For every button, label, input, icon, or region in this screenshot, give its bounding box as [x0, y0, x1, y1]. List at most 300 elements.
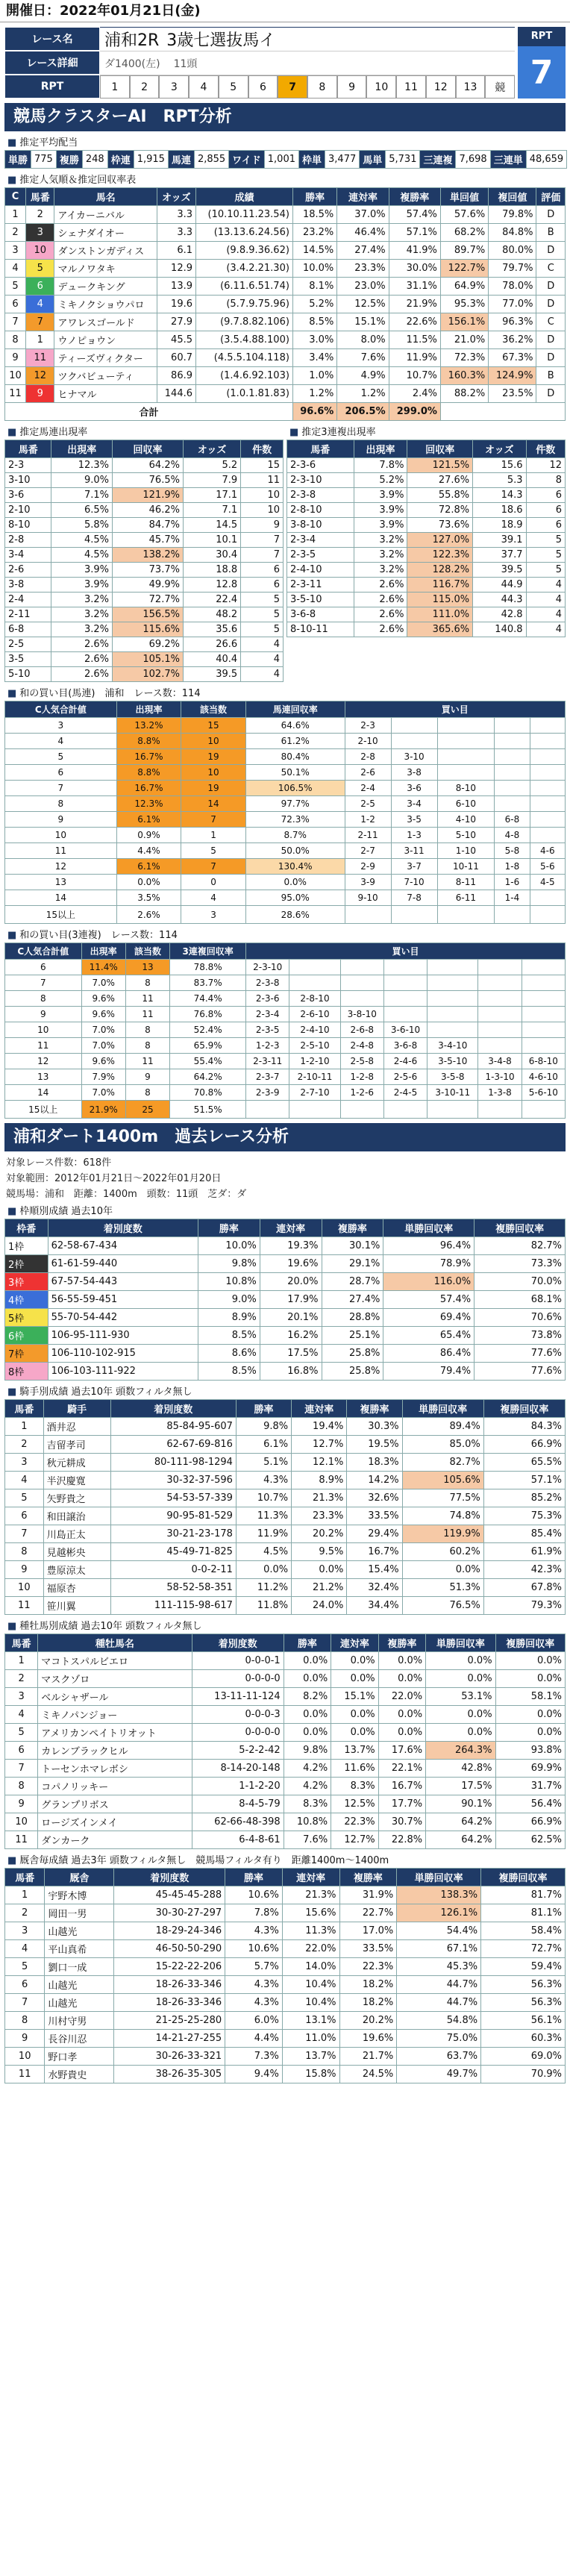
popularity-total-row	[5, 403, 566, 421]
sire-cell: 1-1-2-20	[192, 1778, 284, 1795]
pay-umaren-row	[5, 906, 566, 924]
jockey-cell: 豊原涼太	[43, 1561, 110, 1579]
trainer-cell: 18.2%	[339, 1994, 397, 2012]
pay-umaren-sum: 8	[5, 796, 117, 812]
trainer-cell: 30-26-33-321	[114, 2048, 225, 2066]
jockey-cell: 119.9%	[402, 1525, 483, 1543]
umaren-cell: 4.5%	[51, 533, 113, 548]
umaren-cell: 4	[241, 637, 284, 652]
sire-cell: ミキノパンジョー	[38, 1706, 192, 1724]
sanrenpuku-row	[287, 563, 566, 578]
pay-umaren-return: 50.0%	[245, 843, 345, 859]
pay-sanren-buy: 2-5-8	[340, 1054, 383, 1069]
sanrenpuku-header: オッズ	[473, 440, 526, 458]
pop-place: 11.5%	[389, 331, 440, 349]
umaren-cell: 76.5%	[113, 473, 184, 488]
ai-analysis-banner: 競馬クラスターAI RPT分析	[4, 103, 566, 131]
jockey-cell: 8	[5, 1543, 44, 1561]
pop-odds: 3.3	[157, 224, 195, 242]
pay-umaren-buy: 7-10	[391, 875, 437, 890]
pay-umaren-rate: 6.1%	[116, 859, 181, 875]
sanrenpuku-cell: 2.6%	[354, 593, 407, 607]
trainer-title: ■ 厩舎毎成績 過去3年 頭数フィルタ無し 競馬場フィルタ有り 距離1400m～1400m	[4, 1852, 566, 1866]
pay-umaren-buy	[530, 734, 565, 749]
jockey-row	[5, 1507, 566, 1525]
trainer-cell: 宇野木博	[45, 1886, 114, 1904]
sire-cell: ダンカーク	[38, 1831, 192, 1849]
sire-cell: 0.0%	[495, 1670, 565, 1688]
popularity-row	[5, 296, 566, 313]
trainer-cell: 138.3%	[397, 1886, 481, 1904]
trainer-header: 単勝回収率	[397, 1869, 481, 1886]
pay-umaren-count: 3	[181, 906, 246, 924]
trainer-cell: 川村守男	[45, 2012, 114, 2030]
pay-sanren-buy: 1-3-8	[478, 1085, 522, 1101]
trainer-cell: 野口孝	[45, 2048, 114, 2066]
pay-umaren-buy: 5-8	[495, 843, 530, 859]
sire-cell: 93.8%	[495, 1742, 565, 1760]
sire-cell: ロージズインメイ	[38, 1813, 192, 1831]
pay-umaren-row	[5, 875, 566, 890]
sire-header: 単勝回収率	[426, 1634, 495, 1652]
waku-header: 着別度数	[48, 1219, 198, 1237]
race-header-body	[100, 27, 515, 99]
jockey-row	[5, 1597, 566, 1615]
trainer-cell: 18-26-33-346	[114, 1976, 225, 1994]
pay-sanren-row	[5, 991, 566, 1007]
payout-label: 馬連	[168, 151, 194, 169]
pay-umaren-buy: 3-7	[391, 859, 437, 875]
label-rpt: RPT	[4, 75, 100, 99]
jockey-cell: 福原杏	[43, 1579, 110, 1597]
waku-cell: 9.0%	[198, 1291, 260, 1309]
payout-value: 1,915	[134, 151, 168, 169]
umaren-header: オッズ	[183, 440, 240, 458]
popularity-row	[5, 331, 566, 349]
pay-umaren-buy: 3-4	[391, 796, 437, 812]
pay-sanren-return: 70.8%	[170, 1085, 246, 1101]
pop-rank: 1	[5, 206, 26, 224]
sanrenpuku-row	[287, 593, 566, 607]
jockey-cell: 24.0%	[292, 1597, 347, 1615]
pay-umaren-buy: 3-6	[391, 781, 437, 796]
pay-sanren-buy: 2-5-10	[289, 1038, 340, 1054]
popularity-header: 評価	[536, 188, 566, 206]
sanrenpuku-cell: 127.0%	[407, 533, 473, 548]
payout-label: 枠単	[299, 151, 325, 169]
pay-umaren-buy: 2-6	[345, 765, 391, 781]
jockey-cell: 4	[5, 1472, 44, 1489]
waku-cell: 82.7%	[475, 1237, 566, 1255]
umaren-cell: 15	[241, 458, 284, 473]
pop-rentai: 4.9%	[337, 367, 389, 385]
jockey-cell: 0-0-2-11	[110, 1561, 236, 1579]
pay-umaren-sum: 4	[5, 734, 117, 749]
trainer-row	[5, 1904, 566, 1922]
race-header	[4, 27, 566, 99]
sire-cell: 9.8%	[284, 1742, 331, 1760]
sanrenpuku-header: 馬番	[287, 440, 354, 458]
umaren-row	[5, 503, 284, 518]
pay-umaren-buy	[530, 749, 565, 765]
jockey-cell: 16.7%	[347, 1543, 402, 1561]
jockey-cell: 33.5%	[347, 1507, 402, 1525]
sire-cell: 6	[5, 1742, 38, 1760]
umaren-cell: 121.9%	[113, 488, 184, 503]
sanrenpuku-cell: 3.2%	[354, 548, 407, 563]
pay-sanren-buy	[478, 1101, 522, 1119]
jockey-row	[5, 1525, 566, 1543]
pop-record: (9.7.8.82.106)	[196, 313, 293, 331]
pay-sanren-buy	[289, 960, 340, 975]
past-info-range: 対象範囲：2012年01月21日～2022年01月20日	[6, 1173, 222, 1184]
sanrenpuku-cell: 12	[526, 458, 565, 473]
waku-cell: 56-55-59-451	[48, 1291, 198, 1309]
umaren-cell: 7	[241, 533, 284, 548]
pop-eval: B	[536, 224, 566, 242]
pay-sanren-row	[5, 1054, 566, 1069]
pop-win-return: 160.3%	[440, 367, 488, 385]
pay-umaren-buy	[530, 812, 565, 828]
trainer-cell: 75.0%	[397, 2030, 481, 2048]
pay-umaren-buy: 4-8	[495, 828, 530, 843]
sire-row	[5, 1652, 566, 1670]
pop-rank: 5	[5, 278, 26, 296]
umaren-cell: 3.2%	[51, 607, 113, 622]
pop-win-return: 68.2%	[440, 224, 488, 242]
pop-eval: D	[536, 385, 566, 403]
payout-label: ワイド	[229, 151, 265, 169]
pay-sanren-row	[5, 975, 566, 991]
sire-cell: 17.6%	[378, 1742, 425, 1760]
waku-row	[5, 1291, 566, 1309]
popularity-row	[5, 242, 566, 260]
pay-umaren-sum: 12	[5, 859, 117, 875]
jockey-cell: 74.8%	[402, 1507, 483, 1525]
waku-cell: 2枠	[5, 1255, 48, 1273]
pay-sanren-buy: 1-2-6	[340, 1085, 383, 1101]
sire-cell: 9	[5, 1795, 38, 1813]
pay-umaren-buy	[437, 718, 495, 734]
popularity-header: 成績	[196, 188, 293, 206]
umaren-cell: 10	[241, 503, 284, 518]
jockey-cell: 30.3%	[347, 1418, 402, 1436]
pay-umaren-count: 15	[181, 718, 246, 734]
pay-sanren-buy	[383, 1007, 427, 1022]
pay-sanren-count: 8	[125, 975, 169, 991]
umaren-cell: 6	[241, 563, 284, 578]
pop-place: 2.4%	[389, 385, 440, 403]
umaren-cell: 18.8	[183, 563, 240, 578]
sanrenpuku-row	[287, 548, 566, 563]
pay-umaren-buy	[437, 765, 495, 781]
sire-cell: 3	[5, 1688, 38, 1706]
sanrenpuku-cell: 111.0%	[407, 607, 473, 622]
pay-umaren-row	[5, 890, 566, 906]
jockey-cell: 見越彬央	[43, 1543, 110, 1561]
pop-horse-name: ウノピョウン	[54, 331, 157, 349]
sire-cell: 0.0%	[426, 1724, 495, 1742]
pay-sanren-return: 51.5%	[170, 1101, 246, 1119]
pop-eval: D	[536, 278, 566, 296]
umaren-cell: 64.2%	[113, 458, 184, 473]
trainer-cell: 14.0%	[282, 1958, 339, 1976]
umaren-row	[5, 667, 284, 682]
trainer-header: 厩舎	[45, 1869, 114, 1886]
sire-cell: 0.0%	[426, 1706, 495, 1724]
waku-cell: 116.0%	[383, 1273, 475, 1291]
jockey-cell: 酒井忍	[43, 1418, 110, 1436]
sanrenpuku-row	[287, 458, 566, 473]
sanrenpuku-cell: 2-3-5	[287, 548, 354, 563]
pay-sanren-row	[5, 1022, 566, 1038]
jockey-cell: 85.4%	[483, 1525, 565, 1543]
pay-umaren-buy	[495, 749, 530, 765]
umaren-cell: 6.5%	[51, 503, 113, 518]
pop-win: 3.0%	[292, 331, 336, 349]
trainer-cell: 69.0%	[481, 2048, 566, 2066]
pay-umaren-buy: 5-10	[437, 828, 495, 843]
umaren-row	[5, 473, 284, 488]
trainer-cell: 49.7%	[397, 2066, 481, 2083]
popularity-row	[5, 278, 566, 296]
waku-cell: 16.2%	[260, 1327, 322, 1345]
sire-cell: コパノリッキー	[38, 1778, 192, 1795]
rpt-scale-cell: 競	[485, 75, 515, 99]
jockey-header: 着別度数	[110, 1400, 236, 1418]
pay-sanren-sum: 12	[5, 1054, 82, 1069]
pay-umaren-buy	[437, 749, 495, 765]
jockey-cell: 85.0%	[402, 1436, 483, 1454]
sanrenpuku-cell: 2-4-10	[287, 563, 354, 578]
pop-record: (5.7.9.75.96)	[196, 296, 293, 313]
umaren-cell: 3.9%	[51, 563, 113, 578]
pay-umaren-buy: 4-5	[530, 875, 565, 890]
jockey-row	[5, 1454, 566, 1472]
sire-cell: 62-66-48-398	[192, 1813, 284, 1831]
sanrenpuku-row	[287, 473, 566, 488]
pop-rank: 3	[5, 242, 26, 260]
umaren-cell: 73.7%	[113, 563, 184, 578]
jockey-header: 馬番	[5, 1400, 44, 1418]
popularity-row	[5, 385, 566, 403]
pop-record: (10.10.11.23.54)	[196, 206, 293, 224]
jockey-cell: 5.1%	[236, 1454, 291, 1472]
pay-umaren-sum: 14	[5, 890, 117, 906]
pay-umaren-return: 130.4%	[245, 859, 345, 875]
pay-umaren-buy: 2-4	[345, 781, 391, 796]
pay-sanren-sum: 15以上	[5, 1101, 82, 1119]
pop-horse-no: 5	[26, 260, 54, 278]
popularity-row	[5, 367, 566, 385]
pay-umaren-return: 28.6%	[245, 906, 345, 924]
umaren-cell: 4.5%	[51, 548, 113, 563]
jockey-cell: 2	[5, 1436, 44, 1454]
umaren-cell: 3.2%	[51, 622, 113, 637]
sire-cell: 4	[5, 1706, 38, 1724]
trainer-cell: 山越光	[45, 1922, 114, 1940]
sire-cell: 17.7%	[378, 1795, 425, 1813]
pay-umaren-buy: 10-11	[437, 859, 495, 875]
rpt-scale-cell: 5	[219, 75, 248, 99]
pay-sanren-header: 出現率	[81, 943, 125, 960]
waku-cell: 25.8%	[322, 1345, 383, 1363]
sire-header: 着別度数	[192, 1634, 284, 1652]
trainer-row	[5, 1886, 566, 1904]
trainer-row	[5, 1958, 566, 1976]
pay-sanren-return: 52.4%	[170, 1022, 246, 1038]
pay-umaren-row	[5, 765, 566, 781]
trainer-cell: 長谷川忍	[45, 2030, 114, 2048]
jockey-cell: 20.2%	[292, 1525, 347, 1543]
pay-sanren-buy: 2-3-9	[246, 1085, 289, 1101]
pop-eval: B	[536, 367, 566, 385]
payout-label: 馬単	[360, 151, 386, 169]
jockey-header: 複勝率	[347, 1400, 402, 1418]
trainer-cell: 46-50-50-290	[114, 1940, 225, 1958]
sire-cell: マスクゾロ	[38, 1670, 192, 1688]
jockey-title: ■ 騎手別成績 過去10年 頭数フィルタ無し	[4, 1384, 566, 1398]
trainer-cell: 4.4%	[225, 2030, 283, 2048]
pay-umaren-sum: 10	[5, 828, 117, 843]
pop-eval: D	[536, 349, 566, 367]
pop-win: 1.0%	[292, 367, 336, 385]
pay-umaren-count: 10	[181, 765, 246, 781]
pop-rank: 10	[5, 367, 26, 385]
sanrenpuku-header: 回収率	[407, 440, 473, 458]
pay-sanren-count: 8	[125, 1022, 169, 1038]
sire-cell: 8	[5, 1778, 38, 1795]
pay-umaren-buy: 3-9	[345, 875, 391, 890]
pay-umaren-buy	[495, 796, 530, 812]
umaren-cell: 3-4	[5, 548, 51, 563]
pay-sanren-row	[5, 1101, 566, 1119]
trainer-cell: 21-25-25-280	[114, 2012, 225, 2030]
umaren-row	[5, 488, 284, 503]
trainer-cell: 8	[5, 2012, 45, 2030]
sire-row	[5, 1724, 566, 1742]
pay-sanren-rate: 9.6%	[81, 991, 125, 1007]
pay-umaren-buy: 2-10	[345, 734, 391, 749]
pay-umaren-row	[5, 781, 566, 796]
trainer-cell: 13.7%	[282, 2048, 339, 2066]
pop-place-return: 78.0%	[489, 278, 536, 296]
sanrenpuku-cell: 3-6-8	[287, 607, 354, 622]
umaren-cell: 8-10	[5, 518, 51, 533]
trainer-row	[5, 2030, 566, 2048]
trainer-cell: 22.7%	[339, 1904, 397, 1922]
pop-horse-no: 11	[26, 349, 54, 367]
sire-cell: 8-4-5-79	[192, 1795, 284, 1813]
waku-cell: 73.3%	[475, 1255, 566, 1273]
sanrenpuku-title: ■ 推定3連複出現率	[286, 424, 561, 438]
pay-umaren-buy	[391, 734, 437, 749]
waku-cell: 55-70-54-442	[48, 1309, 198, 1327]
sanrenpuku-cell: 44.3	[473, 593, 526, 607]
pay-sanren-buy: 2-3-4	[246, 1007, 289, 1022]
sanrenpuku-cell: 3.2%	[354, 533, 407, 548]
pop-place-return: 96.3%	[489, 313, 536, 331]
pay-sanren-buy: 1-2-8	[340, 1069, 383, 1085]
pop-record: (1.4.6.92.103)	[196, 367, 293, 385]
trainer-cell: 山越光	[45, 1976, 114, 1994]
sire-cell: 31.7%	[495, 1778, 565, 1795]
waku-cell: 28.8%	[322, 1309, 383, 1327]
sanrenpuku-cell: 4	[526, 578, 565, 593]
pay-umaren-buy	[391, 718, 437, 734]
sire-cell: 0.0%	[331, 1652, 378, 1670]
pop-record: (1.0.1.81.83)	[196, 385, 293, 403]
waku-row	[5, 1237, 566, 1255]
pop-record: (6.11.6.51.74)	[196, 278, 293, 296]
pop-total-win: 96.6%	[292, 403, 336, 421]
pay-sanren-buy: 2-7-10	[289, 1085, 340, 1101]
popularity-header: 連対率	[337, 188, 389, 206]
pay-umaren-sum: 6	[5, 765, 117, 781]
umaren-cell: 2.6%	[51, 652, 113, 667]
pay-sanren-buy: 2-6-8	[340, 1022, 383, 1038]
jockey-cell: 21.3%	[292, 1489, 347, 1507]
waku-cell: 6枠	[5, 1327, 48, 1345]
sanrenpuku-cell: 44.9	[473, 578, 526, 593]
sire-row	[5, 1760, 566, 1778]
jockey-row	[5, 1561, 566, 1579]
pay-umaren-header: 買い目	[345, 701, 565, 718]
trainer-cell: 60.3%	[481, 2030, 566, 2048]
pop-rank: 6	[5, 296, 26, 313]
jockey-cell: 10.7%	[236, 1489, 291, 1507]
rpt-box-label: RPT	[518, 27, 566, 46]
sire-cell: 8.3%	[284, 1795, 331, 1813]
trainer-row	[5, 2012, 566, 2030]
pop-horse-name: ダンストンガディス	[54, 242, 157, 260]
trainer-cell: 63.7%	[397, 2048, 481, 2066]
umaren-row	[5, 607, 284, 622]
jockey-cell: 4.5%	[236, 1543, 291, 1561]
umaren-row	[5, 533, 284, 548]
trainer-cell: 7	[5, 1994, 45, 2012]
pop-win-return: 57.6%	[440, 206, 488, 224]
umaren-cell: 69.2%	[113, 637, 184, 652]
popularity-header: 複勝率	[389, 188, 440, 206]
pay-sanren-buy: 2-4-8	[340, 1038, 383, 1054]
pay-umaren-count: 7	[181, 859, 246, 875]
pay-umaren-buy: 6-10	[437, 796, 495, 812]
waku-cell: 62-58-67-434	[48, 1237, 198, 1255]
umaren-cell: 26.6	[183, 637, 240, 652]
pop-place-return: 84.8%	[489, 224, 536, 242]
sanrenpuku-cell: 2.6%	[354, 622, 407, 637]
jockey-header: 勝率	[236, 1400, 291, 1418]
pop-rentai: 7.6%	[337, 349, 389, 367]
pay-sanren-count: 11	[125, 991, 169, 1007]
sanrenpuku-block	[286, 421, 566, 682]
waku-cell: 10.0%	[198, 1237, 260, 1255]
jockey-row	[5, 1579, 566, 1597]
sanrenpuku-cell: 18.9	[473, 518, 526, 533]
pay-umaren-buy	[437, 906, 495, 924]
umaren-cell: 115.6%	[113, 622, 184, 637]
sanrenpuku-cell: 5.3	[473, 473, 526, 488]
sire-cell: 30.7%	[378, 1813, 425, 1831]
pop-win: 5.2%	[292, 296, 336, 313]
sire-cell: 5-2-2-42	[192, 1742, 284, 1760]
umaren-cell: 2-6	[5, 563, 51, 578]
jockey-cell: 11	[5, 1597, 44, 1615]
jockey-cell: 笹川翼	[43, 1597, 110, 1615]
pay-umaren-sum: 11	[5, 843, 117, 859]
pay-umaren-sum: 5	[5, 749, 117, 765]
